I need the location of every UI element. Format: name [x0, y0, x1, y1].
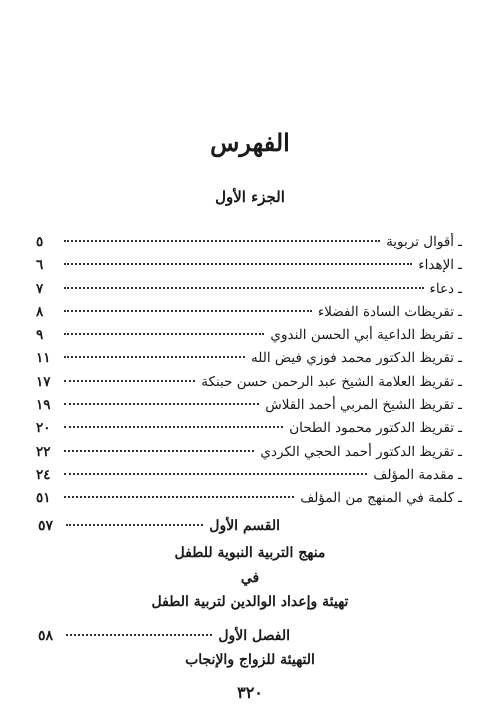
dot-leader	[64, 333, 264, 335]
toc-entry-page: ٧	[36, 280, 44, 297]
toc-entry-page: ١٧	[36, 373, 51, 390]
page-title: الفهرس	[210, 128, 290, 157]
toc-entry	[36, 420, 462, 443]
toc-entry-label: تقريظ الدكتور أحمد الحجي الكردي	[260, 443, 455, 460]
toc-entry	[36, 234, 462, 257]
section-page: ٥٧	[38, 518, 54, 534]
toc-entry-label: تقريظات السادة الفضلاء	[317, 303, 455, 320]
toc-entry-label: دعاء	[429, 280, 455, 297]
toc-entry	[36, 397, 462, 420]
dot-leader	[64, 240, 380, 242]
section-connector: في	[240, 570, 260, 586]
dot-leader	[64, 450, 254, 452]
toc-entry-label: تقريظ الدكتور محمود الطحان	[289, 420, 455, 437]
dot-leader	[64, 356, 245, 358]
toc-entry-dash: ـ	[458, 280, 462, 297]
dot-leader	[64, 473, 367, 475]
toc-entry-dash: ـ	[458, 234, 462, 250]
toc-entry-page: ٦	[36, 257, 44, 274]
toc-entry-page: ٢٠	[36, 420, 51, 437]
section-topic: تهيئة وإعداد الوالدين لتربية الطفل	[151, 594, 349, 610]
toc-entry-label: أقوال تربوية	[386, 234, 455, 250]
toc-entry	[36, 281, 462, 304]
toc-chapter-one	[38, 628, 290, 644]
page-number: ٣٢٠	[237, 683, 263, 702]
toc-entry	[36, 467, 462, 490]
toc-entry-label: تقريظ الداعية أبي الحسن الندوي	[270, 327, 455, 344]
toc-entry-page: ٢٤	[36, 466, 51, 483]
dot-leader	[64, 380, 195, 382]
section-subtitle: منهج التربية النبوية للطفل	[174, 545, 326, 561]
toc-entry-dash: ـ	[458, 397, 462, 414]
toc-entry-dash: ـ	[458, 420, 462, 437]
dot-leader	[66, 634, 212, 636]
toc-entry-page: ٥١	[36, 490, 51, 507]
toc-entry-page: ٢٢	[36, 443, 51, 460]
toc-entry-dash: ـ	[458, 303, 462, 320]
chapter-page: ٥٨	[38, 628, 54, 644]
dot-leader	[64, 310, 312, 312]
toc-entry-dash: ـ	[458, 327, 462, 344]
toc-entry-label: مقدمة المؤلف	[373, 466, 455, 483]
toc-entry	[36, 257, 462, 280]
toc-entry-label: تقريظ الشيخ المربي أحمد القلاش	[265, 397, 455, 414]
toc-entry-page: ٩	[36, 327, 44, 344]
toc-entry-label: تقريظ العلامة الشيخ عبد الرحمن حسن حبنكة	[201, 373, 455, 390]
toc-entry	[36, 327, 462, 350]
dot-leader	[64, 426, 283, 428]
dot-leader	[66, 524, 203, 526]
toc-entry-label: تقريظ الدكتور محمد فوزي فيض الله	[251, 350, 455, 367]
dot-leader	[64, 263, 412, 265]
chapter-subtitle: التهيئة للزواج والإنجاب	[185, 652, 315, 668]
dot-leader	[64, 403, 259, 405]
toc-entry	[36, 490, 462, 513]
part-heading: الجزء الأول	[215, 188, 285, 206]
toc-entry	[36, 304, 462, 327]
section-label: القسم الأول	[209, 518, 280, 534]
toc-entry-dash: ـ	[458, 466, 462, 483]
toc-entry-page: ١٩	[36, 397, 51, 414]
toc-entry-dash: ـ	[458, 490, 462, 507]
toc-entry	[36, 374, 462, 397]
toc-entry-dash: ـ	[458, 373, 462, 390]
toc-entry-label: الإهداء	[418, 257, 455, 274]
toc-entry	[36, 444, 462, 467]
dot-leader	[64, 287, 424, 289]
toc-entry-page: ٨	[36, 303, 44, 320]
toc-entry-dash: ـ	[458, 257, 462, 274]
toc-entry-dash: ـ	[458, 443, 462, 460]
toc-entry	[36, 350, 462, 373]
dot-leader	[64, 496, 294, 498]
toc-entry-page: ١١	[36, 350, 51, 367]
toc-entry-page: ٥	[36, 234, 44, 250]
toc-section-part-one	[38, 518, 280, 534]
toc-entry-dash: ـ	[458, 350, 462, 367]
chapter-label: الفصل الأول	[218, 628, 290, 644]
toc-entry-label: كلمة في المنهج من المؤلف	[300, 490, 455, 507]
toc-list	[36, 234, 462, 514]
